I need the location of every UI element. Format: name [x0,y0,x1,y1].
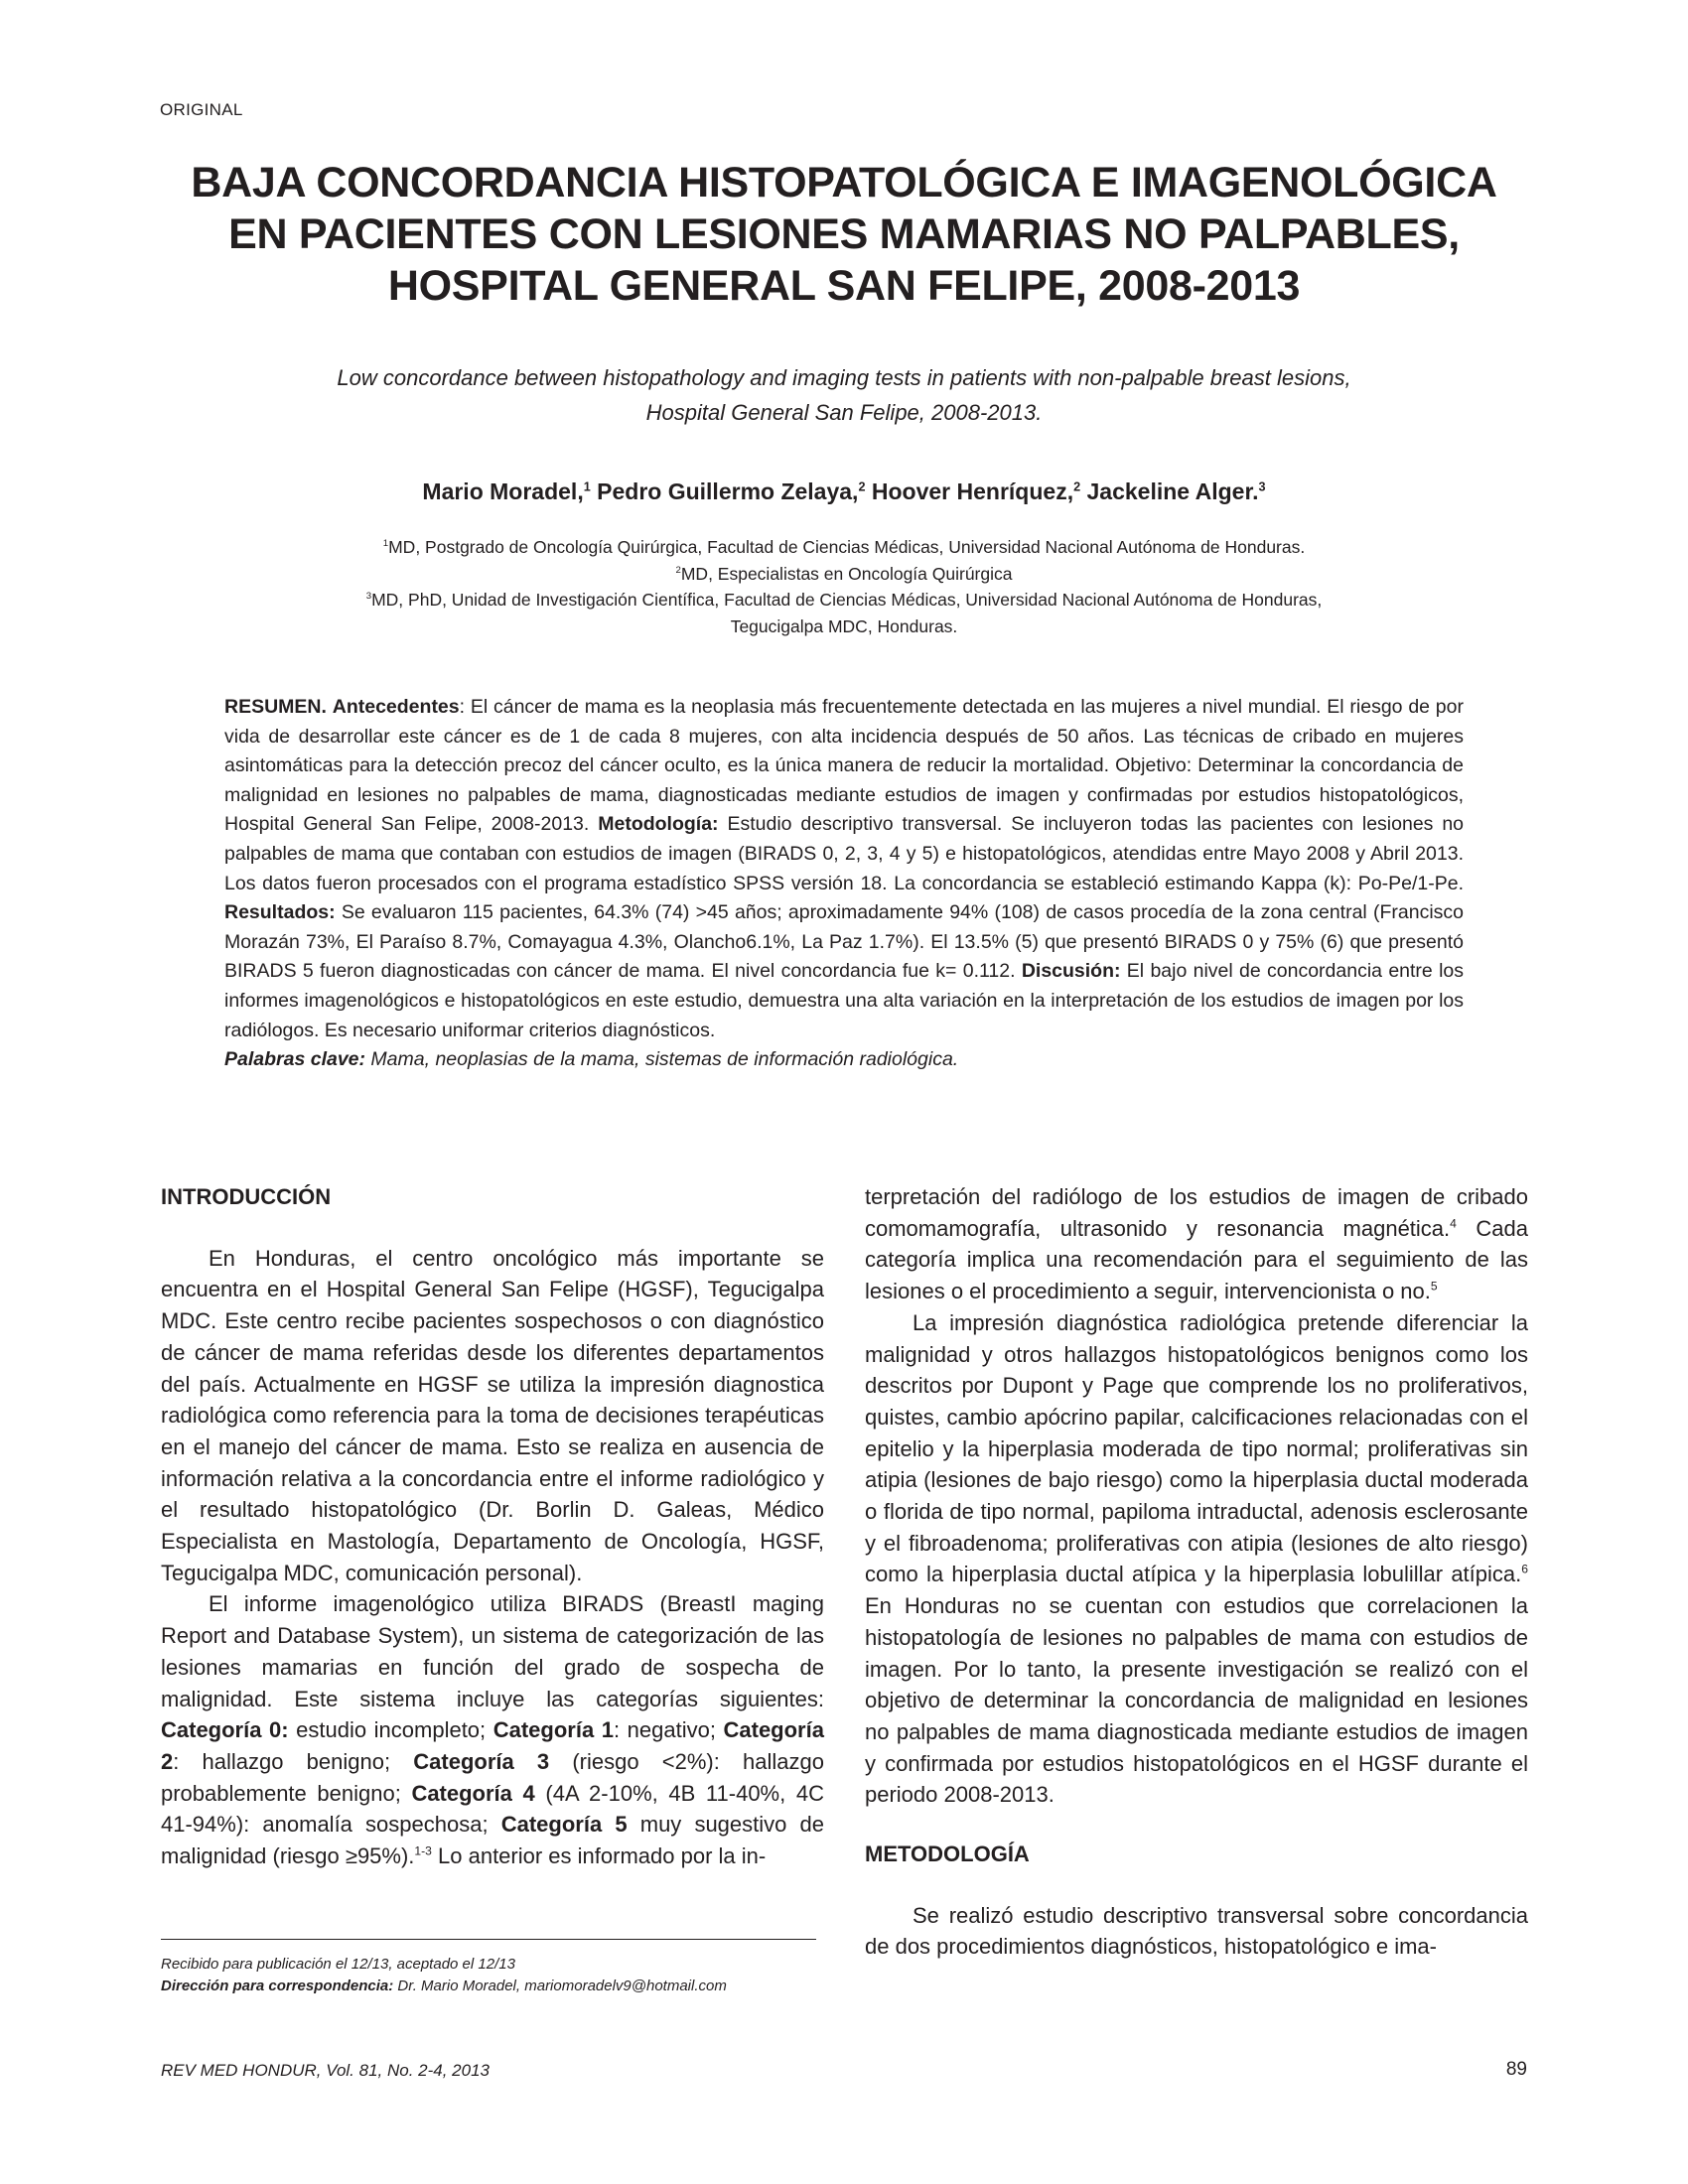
abstract-subhead: Metodología: [598,813,719,836]
intro-paragraph-2 [161,1588,824,1871]
article-title [159,157,1529,312]
intro-paragraph-2-continued [865,1181,1528,1307]
category-text: muy sugestivo de malignidad (riesgo ≥95%). [161,1812,824,1869]
intro-paragraph-3 [865,1307,1528,1811]
paragraph-text: La impresión diagnóstica radiológica pretende diferenciar la malignidad y otros hallazgos histopatológicos benignos como los descritos por Dupont y Page que comprende los no proliferativos, quistes, cambio apócrino papilar, calcificaciones relacionadas con el epitelio y la hiperplasia moderada de tipo normal; proliferativas sin atipia (lesiones de bajo riesgo) como la hiperplasia ductal moderada o florida de tipo normal, papiloma intraductal, adenosis esclerosante y el fibroadenoma; proliferativas con atipia (lesiones de alto riesgo) como la hiperplasia ductal atípica y la hiperplasia lobulillar atípica. [865,1309,1528,1587]
footnote-divider [161,1939,816,1940]
affiliation-text: MD, Especialistas en Oncología Quirúrgica [680,563,1013,584]
abstract-text: : El cáncer de mama es la neoplasia más frecuentemente detectada en las mujeres a nivel mundial. El riesgo de por vida de desarrollar este cáncer es de 1 de cada 8 mujeres, con alta incidencia después de 50 años. Las técnicas de cribado en mujeres asintomáticas para la detección precoz del cáncer oculto, es la única manera de reducir la mortalidad. Objetivo: Determinar la concordancia de malignidad en lesiones no palpables de mama, diagnosticadas mediante estudios de imagen y confirmadas por estudios histopatológicos, Hospital General San Felipe, 2008-2013. [224,696,1464,836]
title-line: BAJA CONCORDANCIA HISTOPATOLÓGICA E IMAGENOLÓGICA [191,159,1497,206]
english-title-line: Low concordance between histopathology and imaging tests in patients with non-palpable breast lesions, [337,365,1351,390]
affiliation-line [199,587,1489,614]
category-label: Categoría 2 [161,1717,824,1774]
affiliation-line [199,561,1489,588]
citation-mark: 4 [1450,1216,1457,1231]
citation-mark: 1-3 [414,1843,432,1858]
footnote [161,1954,727,1997]
affiliations [199,534,1489,639]
category-label: Categoría 4 [411,1780,535,1806]
author-list [159,478,1529,505]
section-heading-metodologia: METODOLOGÍA [865,1842,1030,1867]
abstract-text: El bajo nivel de concordancia entre los informes imagenológicos e histopatológicos en este estudio, demuestra una alta variación en la interpretación de los estudios de imagen por los radiólogos. Es necesario uniformar criterios diagnósticos. [224,960,1464,1041]
paragraph-text: Lo anterior es informado por la in- [431,1843,767,1869]
affiliation-mark: 3 [365,591,372,603]
paragraph-text: El informe imagenológico utiliza BIRADS (BreastI maging Report and Database System), un sistema de categorización de las lesiones mamarias en función del grado de sospecha de malignidad. Este sistema incluye las categorías siguientes: [161,1591,824,1711]
affiliation-line [199,534,1489,561]
title-line: EN PACIENTES CON LESIONES MAMARIAS NO PALPABLES, [228,210,1460,258]
category-label: Categoría 0: [161,1717,289,1743]
author-affil-mark: 2 [1073,479,1081,494]
affiliation-line [199,614,1489,640]
author-affil-mark: 1 [583,479,591,494]
category-text: : negativo; [613,1717,724,1743]
section-heading-introduccion: INTRODUCCIÓN [161,1184,332,1209]
affiliation-text: MD, PhD, Unidad de Investigación Científica, Facultad de Ciencias Médicas, Universidad Nacional Autónoma de Honduras, [371,590,1323,610]
author-name: Pedro Guillermo Zelaya, [597,478,859,504]
page-number: 89 [1505,2059,1527,2080]
methods-paragraph-1: Se realizó estudio descriptivo transversal sobre concordancia de dos procedimientos diagnósticos, histopatológico e ima- [865,1902,1528,1960]
citation-mark: 6 [1521,1563,1528,1577]
category-text: (4A 2-10%, 4B 11-40%, 4C 41-94%): anomalía sospechosa; [161,1780,824,1838]
english-title-line: Hospital General San Felipe, 2008-2013. [645,400,1043,425]
received-note: Recibido para publicación el 12/13, aceptado el 12/13 [161,1956,515,1973]
author-affil-mark: 3 [1258,479,1266,494]
paragraph-text: En Honduras no se cuentan con estudios que correlacionen la histopatología de lesiones no palpables de mama con estudios de imagen. Por lo tanto, la presente investigación se realizó con el objetivo de determinar la concordancia de malignidad en lesiones no palpables de mama diagnosticada mediante estudios de imagen y confirmada por estudios histopatológicos en el HGSF durante el periodo 2008-2013. [865,1593,1528,1808]
affiliation-text: MD, Postgrado de Oncología Quirúrgica, Facultad de Ciencias Médicas, Universidad Nacional Autónoma de Honduras. [388,537,1306,557]
author-name: Mario Moradel, [422,478,584,504]
english-title [199,360,1489,430]
keywords-line [224,1045,1464,1075]
author-name: Hoover Henríquez, [871,478,1074,504]
abstract-text: Estudio descriptivo transversal. Se incluyeron todas las pacientes con lesiones no palpables de mama que contaban con estudios de imagen (BIRADS 0, 2, 3, 4 y 5) e histopatológicos, atendidas entre Mayo 2008 y Abril 2013. Los datos fueron procesados con el programa estadístico SPSS versión 18. La concordancia se estableció estimando Kappa (k): Po-Pe/1-Pe. [224,813,1465,894]
abstract-text: Se evaluaron 115 pacientes, 64.3% (74) >45 años; aproximadamente 94% (108) de casos procedía de la zona central (Francisco Morazán 73%, El Paraíso 8.7%, Comayagua 4.3%, Olancho6.1%, La Paz 1.7%). El 13.5% (5) que presentó BIRADS 0 y 75% (6) que presentó BIRADS 5 fueron diagnosticadas con cáncer de mama. El nivel concordancia fue k= 0.112. [224,901,1464,983]
paragraph-text: terpretación del radiólogo de los estudios de imagen de cribado comomamografía, ultrasonido y resonancia magnética. [865,1184,1528,1241]
category-label: Categoría 3 [413,1748,550,1774]
category-label: Categoría 5 [500,1812,628,1838]
abstract-subhead: Antecedentes [332,696,460,718]
right-column [865,1181,1528,1963]
paragraph-text: Cada categoría implica una recomendación para el seguimiento de las lesiones o el procedimiento a seguir, intervencionista o no. [865,1215,1528,1304]
affiliation-mark: 2 [675,564,681,576]
keywords-text: Mama, neoplasias de la mama, sistemas de información radiológica. [365,1048,959,1071]
keywords-label: Palabras clave: [224,1048,366,1071]
category-text: estudio incompleto; [288,1717,493,1743]
journal-citation: REV MED HONDUR, Vol. 81, No. 2-4, 2013 [161,2061,490,2080]
correspondence-label: Dirección para correspondencia: [161,1978,394,1994]
author-name: Jackeline Alger. [1086,478,1259,504]
intro-paragraph-1: En Honduras, el centro oncológico más importante se encuentra en el Hospital General San Felipe (HGSF), Tegucigalpa MDC. Este centro recibe pacientes sospechosos o con diagnóstico de cáncer de mama referidas desde los diferentes departamentos del país. Actualmente en HGSF se utiliza la impresión diagnostica radiológica como referencia para la toma de decisiones terapéuticas en el manejo del cáncer de mama. Esto se realiza en ausencia de información relativa a la concordancia entre el informe radiológico y el resultado histopatológico (Dr. Borlin D. Galeas, Médico Especialista en Mastología, Departamento de Oncología, HGSF, Tegucigalpa MDC, comunicación personal). [161,1245,824,1585]
citation-mark: 5 [1430,1279,1438,1294]
title-line: HOSPITAL GENERAL SAN FELIPE, 2008-2013 [387,262,1301,310]
left-column [161,1181,824,1872]
category-text: : hallazgo benigno; [173,1748,414,1774]
abstract [224,693,1464,1075]
correspondence-text: Dr. Mario Moradel, mariomoradelv9@hotmail.com [393,1978,727,1994]
category-label: Categoría 1 [492,1717,614,1743]
affiliation-text: Tegucigalpa MDC, Honduras. [730,615,958,636]
abstract-label: RESUMEN. [224,696,327,718]
correspondence-note [161,1976,727,1997]
affiliation-mark: 1 [382,538,389,550]
category-text: (riesgo <2%): hallazgo probablemente benigno; [161,1748,824,1806]
author-affil-mark: 2 [858,479,866,494]
abstract-subhead: Discusión: [1021,960,1121,983]
abstract-subhead: Resultados: [224,901,336,924]
section-label: ORIGINAL [160,100,243,119]
